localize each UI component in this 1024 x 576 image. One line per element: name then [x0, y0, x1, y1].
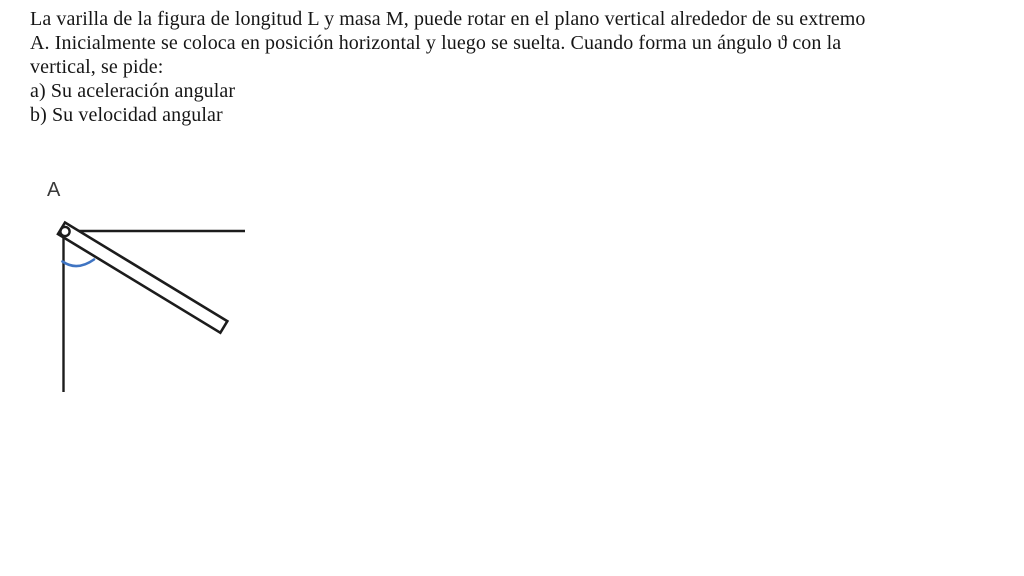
rod	[58, 223, 227, 333]
problem-line-1: La varilla de la figura de longitud L y masa M, puede rotar en el plano vertical alrededor de su extremo	[30, 8, 866, 30]
angle-arc	[63, 260, 95, 267]
problem-question-b: b) Su velocidad angular	[30, 104, 223, 126]
pivot-label: A	[47, 179, 61, 201]
problem-line-3: vertical, se pide:	[30, 56, 164, 78]
problem-question-a: a) Su aceleración angular	[30, 80, 236, 102]
problem-line-2: A. Inicialmente se coloca en posición horizontal y luego se suelta. Cuando forma un ángulo ϑ con la	[30, 32, 842, 54]
